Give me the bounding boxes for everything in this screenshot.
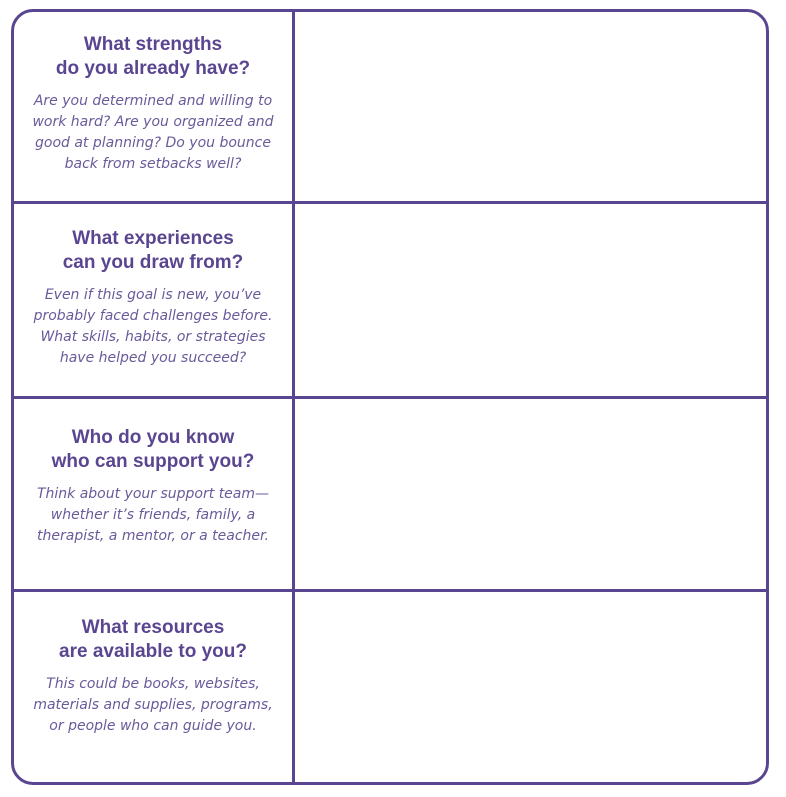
- heading-line: What resources: [81, 616, 225, 638]
- prompt-heading-strengths: [56, 33, 250, 81]
- worksheet-table: [11, 9, 769, 785]
- prompt-description-experiences: Even if this goal is new, you’ve probably faced challenges before. What skills, habits, or strategies have helped you succeed?: [33, 287, 273, 366]
- prompt-heading-experiences: [63, 227, 244, 275]
- prompt-description-strengths: Are you determined and willing to work hard? Are you organized and good at planning? Do you bounce back from setbacks well?: [32, 92, 274, 172]
- heading-line: can you draw from?: [62, 252, 244, 273]
- prompt-description-resources: This could be books, websites, materials and supplies, programs, or people who can guide you.: [33, 675, 273, 734]
- prompt-cell-support: [14, 399, 295, 592]
- prompt-heading-support: [52, 426, 255, 474]
- heading-line: do you already have?: [55, 57, 251, 79]
- heading-line: are available to you?: [59, 640, 247, 662]
- heading-line: What experiences: [72, 228, 234, 249]
- answer-area-strengths[interactable]: [295, 12, 766, 204]
- answer-area-resources[interactable]: [295, 592, 766, 782]
- prompt-cell-experiences: [14, 204, 295, 399]
- prompt-cell-resources: [14, 592, 295, 782]
- prompt-cell-strengths: [14, 12, 295, 204]
- prompt-heading-resources: [59, 616, 247, 664]
- heading-line: who can support you?: [51, 450, 255, 472]
- answer-area-support[interactable]: [295, 399, 766, 592]
- heading-line: What strengths: [83, 33, 223, 55]
- answer-area-experiences[interactable]: [295, 204, 766, 399]
- prompt-description-support: Think about your support team—whether it’s friends, family, a therapist, a mentor, or a teacher.: [36, 485, 270, 544]
- heading-line: Who do you know: [71, 426, 235, 448]
